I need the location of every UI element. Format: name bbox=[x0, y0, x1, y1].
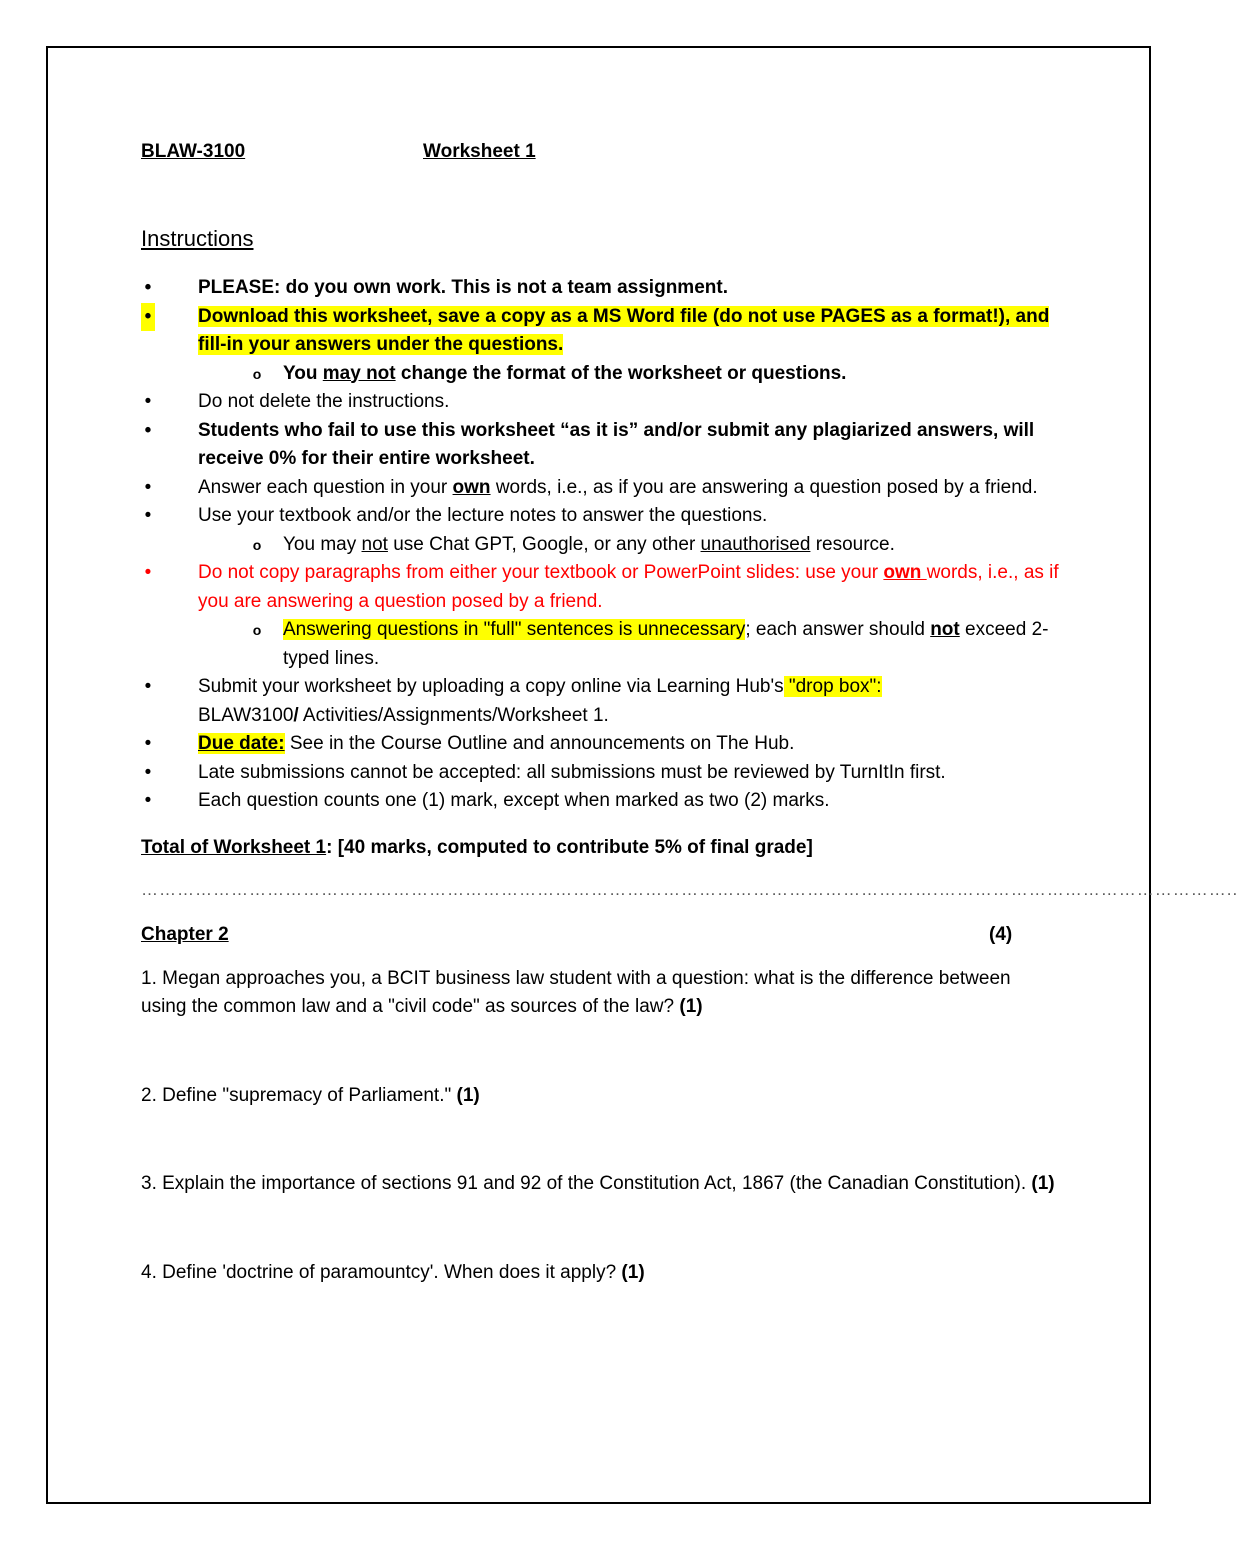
total-value: [40 marks, computed to contribute 5% of final grade] bbox=[337, 836, 813, 858]
instruction-text: ; each answer should bbox=[745, 619, 931, 640]
instruction-text: BLAW3100 bbox=[198, 704, 294, 726]
list-item bbox=[141, 673, 1061, 730]
list-item bbox=[141, 388, 1061, 417]
separator-line: …………………………………………………………………………………………………………………….………………………………………….. bbox=[141, 880, 1238, 899]
instruction-text: Download this worksheet, save a copy as a MS Word file (do not use PAGES as a format!), and fill-in your answers under the questions. bbox=[198, 305, 1050, 355]
sub-bullet-icon: o bbox=[252, 536, 262, 553]
bullet-icon: • bbox=[144, 476, 152, 498]
bullet-icon: • bbox=[144, 733, 152, 754]
question-2 bbox=[141, 1082, 1061, 1111]
instruction-text: Use your textbook and/or the lecture notes to answer the questions. bbox=[198, 505, 768, 526]
instructions-heading: Instructions bbox=[141, 226, 254, 251]
bullet-icon: • bbox=[141, 303, 155, 332]
total-label: Total of Worksheet 1 bbox=[141, 836, 327, 858]
list-item bbox=[141, 730, 1061, 759]
slash-text: / bbox=[293, 704, 299, 726]
instruction-text: See in the Course Outline and announcements on The Hub. bbox=[284, 733, 795, 754]
emphasis-text: may not bbox=[322, 362, 396, 384]
bullet-icon: • bbox=[144, 419, 152, 441]
bullet-icon: • bbox=[144, 505, 152, 526]
total-colon: : bbox=[326, 836, 338, 858]
bullet-icon: • bbox=[144, 761, 152, 783]
question-marks: (1) bbox=[621, 1261, 645, 1283]
instruction-text: Answer each question in your bbox=[198, 476, 453, 498]
instruction-text: use Chat GPT, Google, or any other bbox=[387, 533, 701, 555]
chapter-marks: (4) bbox=[989, 923, 1013, 945]
list-item bbox=[141, 759, 1061, 788]
list-item bbox=[141, 417, 1061, 474]
chapter-header bbox=[141, 921, 1061, 951]
question-marks: (1) bbox=[679, 996, 703, 1017]
instruction-text: exceed 2-typed lines. bbox=[283, 619, 1049, 669]
emphasis-text: unauthorised bbox=[700, 533, 811, 555]
list-item bbox=[141, 360, 1061, 389]
emphasis-text: not bbox=[361, 533, 388, 555]
list-item bbox=[141, 559, 1061, 616]
question-4 bbox=[141, 1259, 1061, 1288]
due-date-label: Due date: bbox=[198, 733, 285, 754]
question-text: 4. Define 'doctrine of paramountcy'. When does it apply? bbox=[141, 1261, 622, 1283]
highlighted-text: Answering questions in "full" sentences is unnecessary bbox=[283, 619, 746, 640]
list-item bbox=[141, 474, 1061, 503]
bullet-icon: • bbox=[144, 562, 152, 583]
instruction-text: Submit your worksheet by uploading a copy online via Learning Hub's bbox=[198, 676, 784, 697]
bullet-icon: • bbox=[144, 676, 152, 697]
list-item bbox=[141, 502, 1061, 531]
instruction-text: words, i.e., as if you are answering a question posed by a friend. bbox=[198, 562, 1059, 612]
course-code: BLAW-3100 bbox=[141, 141, 246, 162]
question-text: 1. Megan approaches you, a BCIT business law student with a question: what is the difference between using the common law and a "civil code" as sources of the law? bbox=[141, 967, 1011, 1017]
instructions-list bbox=[141, 274, 1061, 816]
emphasis-text: not bbox=[930, 619, 960, 640]
document-header bbox=[141, 138, 1061, 170]
instruction-text: Students who fail to use this worksheet “as it is” and/or submit any plagiarized answers, will receive 0% for their entire worksheet. bbox=[198, 419, 1035, 469]
instruction-text: Activities/Assignments/Worksheet 1. bbox=[298, 704, 609, 726]
instruction-text: PLEASE: do you own work. This is not a team assignment. bbox=[198, 277, 728, 298]
instruction-text: change the format of the worksheet or questions. bbox=[395, 362, 847, 384]
total-marks bbox=[141, 834, 1061, 863]
emphasis-text: own bbox=[883, 562, 927, 583]
chapter-title: Chapter 2 bbox=[141, 923, 229, 945]
document-body bbox=[141, 138, 1238, 1287]
list-item bbox=[141, 531, 1061, 560]
instruction-text: resource. bbox=[810, 533, 895, 555]
instruction-text: Do not copy paragraphs from either your textbook or PowerPoint slides: use your bbox=[198, 562, 884, 583]
question-text: 3. Explain the importance of sections 91 and 92 of the Constitution Act, 1867 (the Canadian Constitution). bbox=[141, 1173, 1032, 1194]
instruction-text: Do not delete the instructions. bbox=[198, 391, 450, 412]
list-item bbox=[141, 787, 1061, 816]
question-marks: (1) bbox=[1031, 1173, 1055, 1194]
question-1 bbox=[141, 965, 1061, 1022]
list-item bbox=[141, 274, 1061, 303]
highlighted-text: "drop box": bbox=[783, 676, 882, 697]
list-item bbox=[141, 616, 1061, 673]
worksheet-title: Worksheet 1 bbox=[423, 141, 536, 162]
instruction-text: Each question counts one (1) mark, except when marked as two (2) marks. bbox=[198, 790, 830, 811]
question-marks: (1) bbox=[456, 1084, 480, 1106]
question-text: 2. Define "supremacy of Parliament." bbox=[141, 1084, 457, 1106]
instruction-text: You may bbox=[283, 533, 362, 555]
bullet-icon: • bbox=[144, 277, 152, 298]
question-3 bbox=[141, 1170, 1061, 1199]
sub-bullet-icon: o bbox=[252, 622, 262, 638]
instruction-text: words, i.e., as if you are answering a question posed by a friend. bbox=[490, 476, 1038, 498]
list-item bbox=[141, 303, 1061, 360]
bullet-icon: • bbox=[144, 790, 152, 811]
bullet-icon: • bbox=[144, 391, 152, 412]
instruction-text: Late submissions cannot be accepted: all submissions must be reviewed by TurnItIn first. bbox=[198, 761, 946, 783]
sub-bullet-icon: o bbox=[252, 365, 262, 382]
instruction-text: You bbox=[283, 362, 323, 384]
emphasis-text: own bbox=[452, 476, 491, 498]
